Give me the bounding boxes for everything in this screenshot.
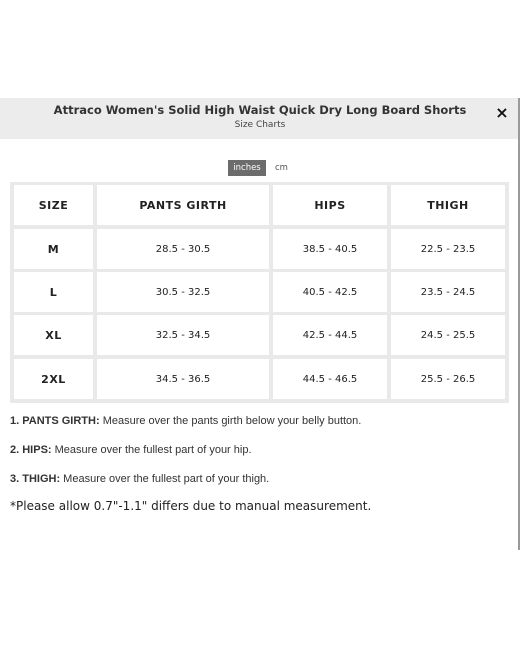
thigh-value: 22.5 - 23.5: [391, 229, 505, 269]
note-label: 3. THIGH:: [10, 473, 61, 485]
note-hips: [10, 444, 510, 473]
thigh-value: 25.5 - 26.5: [391, 359, 505, 399]
measurement-disclaimer: *Please allow 0.7"-1.1" differs due to manual measurement.: [10, 499, 372, 513]
note-label: 2. HIPS:: [10, 444, 52, 456]
pants-girth-value: 34.5 - 36.5: [97, 359, 269, 399]
note-text: Measure over the fullest part of your thigh.: [60, 473, 270, 485]
note-text: Measure over the pants girth below your belly button.: [99, 415, 362, 427]
close-icon[interactable]: ×: [495, 103, 509, 122]
size-charts-subtitle: Size Charts: [234, 120, 286, 130]
unit-toggle: [228, 160, 294, 176]
unit-inches-button[interactable]: inches: [228, 160, 266, 176]
pants-girth-value: 32.5 - 34.5: [97, 315, 269, 355]
thigh-value: 24.5 - 25.5: [391, 315, 505, 355]
note-pants-girth: [10, 415, 510, 444]
hips-value: 44.5 - 46.5: [273, 359, 387, 399]
pants-girth-value: 28.5 - 30.5: [97, 229, 269, 269]
header-thigh: THIGH: [391, 185, 505, 225]
note-thigh: [10, 473, 510, 502]
modal-header: [0, 98, 520, 139]
header-pants-girth: PANTS GIRTH: [97, 185, 269, 225]
size-label: M: [14, 229, 93, 269]
note-label: 1. PANTS GIRTH:: [10, 415, 100, 427]
size-table: [10, 182, 509, 403]
size-label: XL: [14, 315, 93, 355]
product-title: Attraco Women's Solid High Waist Quick Dry Long Board Shorts: [53, 103, 467, 117]
hips-value: 38.5 - 40.5: [273, 229, 387, 269]
unit-cm-button[interactable]: cm: [275, 163, 288, 173]
header-size: SIZE: [14, 185, 93, 225]
note-text: Measure over the fullest part of your hip.: [51, 444, 252, 456]
size-label: L: [14, 272, 93, 312]
pants-girth-value: 30.5 - 32.5: [97, 272, 269, 312]
hips-value: 40.5 - 42.5: [273, 272, 387, 312]
size-label: 2XL: [14, 359, 93, 399]
thigh-value: 23.5 - 24.5: [391, 272, 505, 312]
header-hips: HIPS: [273, 185, 387, 225]
hips-value: 42.5 - 44.5: [273, 315, 387, 355]
measurement-notes: [10, 415, 510, 502]
